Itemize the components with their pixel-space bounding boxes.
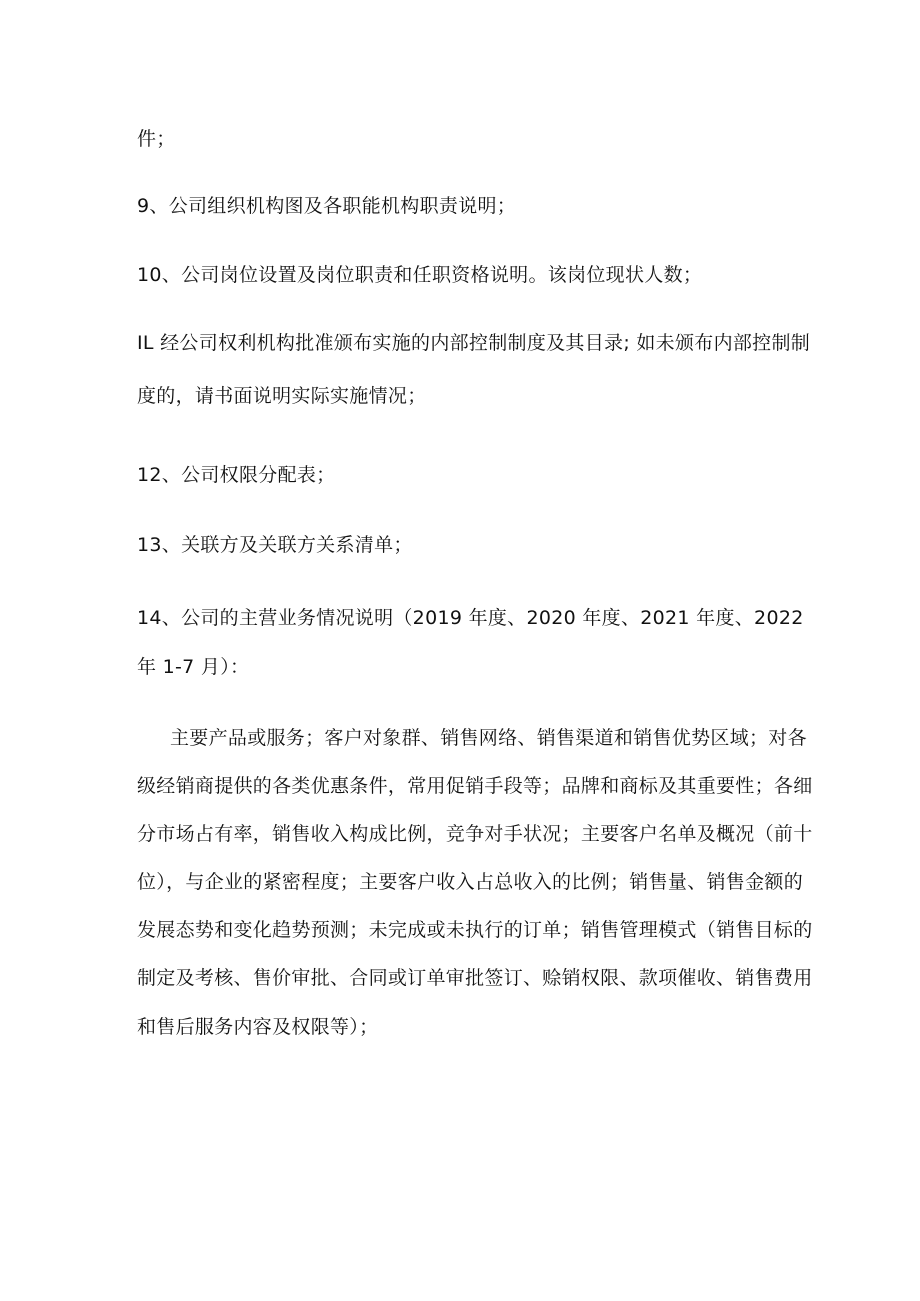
list-item-13: 13、关联方及关联方关系清单； [137,534,413,556]
paragraph-line-5: 发展态势和变化趋势预测；未完成或未执行的订单；销售管理模式（销售目标的 [137,919,813,941]
paragraph-line-6: 制定及考核、售价审批、合同或订单审批签订、赊销权限、款项催收、销售费用 [137,967,813,989]
paragraph-line-7: 和售后服务内容及权限等）； [137,1016,379,1038]
text-line-continuation: 件； [137,128,176,150]
list-item-11-line-2: 度的，请书面说明实际实施情况； [137,385,427,407]
list-item-14-line-1: 14、公司的主营业务情况说明（2019 年度、2020 年度、2021 年度、2022 [137,607,804,629]
paragraph-line-3: 分市场占有率，销售收入构成比例，竞争对手状况；主要客户名单及概况（前十 [137,823,813,845]
list-item-10: 10、公司岗位设置及岗位职责和任职资格说明。该岗位现状人数； [137,264,703,286]
paragraph-line-4: 位），与企业的紧密程度；主要客户收入占总收入的比例；销售量、销售金额的 [137,871,804,893]
list-item-11-line-1: IL 经公司权利机构批准颁布实施的内部控制制度及其目录; 如未颁布内部控制制 [137,332,811,354]
list-item-12: 12、公司权限分配表； [137,464,336,486]
list-item-14-line-2: 年 1-7 月）： [137,656,250,678]
paragraph-line-2: 级经销商提供的各类优惠条件，常用促销手段等；品牌和商标及其重要性；各细 [137,775,813,797]
paragraph-line-1: 主要产品或服务；客户对象群、销售网络、销售渠道和销售优势区域；对各 [170,727,807,749]
list-item-9: 9、公司组织机构图及各职能机构职责说明； [137,195,517,217]
